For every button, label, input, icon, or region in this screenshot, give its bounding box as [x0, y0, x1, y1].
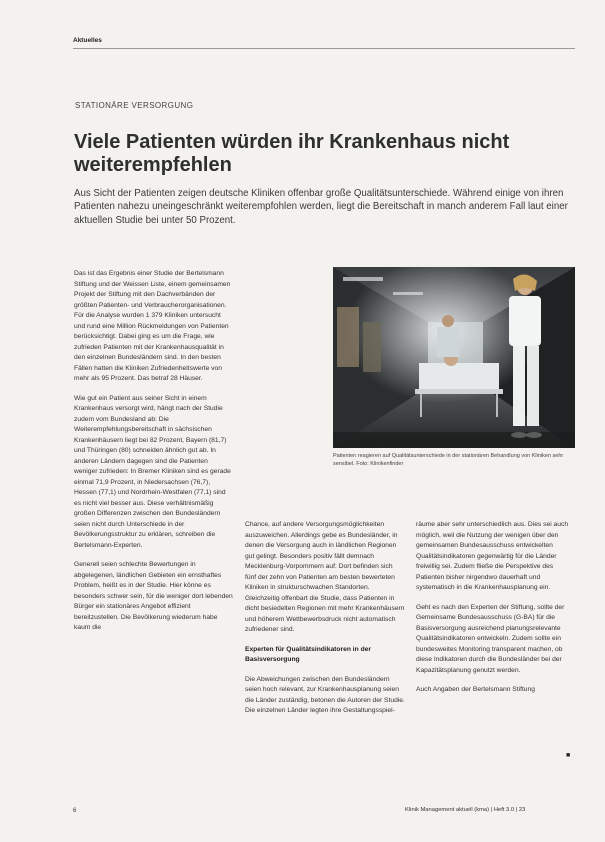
- paragraph: Geht es nach den Experten der Stiftung, sollte der Gemeinsame Bundesausschuss (G-BA) für die Basisversorgung ausreichend planungsrelevante Qualitätsindikatoren entwickeln. Zudem sollte ein bundesweites Monitoring transparent machen, ob diese Indikatoren durch die Bundesländer bei der Kapazitätsplanung genutzt werden.: [416, 603, 565, 674]
- paragraph: Die Abweichungen zwischen den Bundesländern seien hoch relevant, zur Krankenhausplanung seien die Länder zuständig, betonen die Autoren der Studie. Die einzelnen Länder legten ihre Gestaltungsspiel-: [245, 675, 405, 714]
- text-column-3: [416, 520, 578, 705]
- publication-footer: Klinik Management aktuell (kma) | Heft 3.0 | 23: [405, 807, 526, 813]
- header-rule: [73, 48, 575, 49]
- paragraph: Generell seien schlechte Bewertungen in abgelegenen, ländlichen Gebieten ein ernsthaftes Problem, heißt es in der Studie. Hier könne es besonders schwer sein, für die weniger dort lebenden Bürger ein stationäres Angebot effizient bereitzustellen. Die Bevölkerung wiederum habe kaum die: [74, 561, 233, 631]
- paragraph: Chance, auf andere Versorgungsmöglichkeiten auszuweichen. Allerdings gebe es Bundesländer, in denen die Versorgung auch in ländlichen Regionen gut gelingt. Besonders positiv fällt demnach Mecklenburg-Vorpommern auf: Dort befinden sich fünf der zehn von Patienten am besten bewerteten Kliniken in strukturschwachen Standorten. Gleichzeitig offenbart die Studie, dass Patienten in dicht besiedelten Regionen mit mehr Krankenhäusern und höherem Wettbewerbsdruck nicht automatisch zufriedener sind.: [245, 521, 405, 633]
- text-column-2: [245, 520, 405, 726]
- article-headline: Viele Patienten würden ihr Krankenhaus nicht weiterempfehlen: [74, 131, 510, 176]
- end-marker: ■: [566, 752, 571, 759]
- paragraph: Wie gut ein Patient aus seiner Sicht in einem Krankenhaus versorgt wird, hängt nach der Studie zudem vom Bundesland ab: Die Weiterempfehlungsbereitschaft in sächsischen Krankenhäusern liegt bei 82 Prozent, Bayern (81,7) und Thüringen (80) schneiden ähnlich gut ab. In anderen Ländern dagegen sind die Patienten weniger zufrieden: In Bremer Kliniken sind es gerade einmal 71,9 Prozent, in Niedersachsen (76,7), Hessen (77,1) und Nordrhein-Westfalen (77,1) sind es nicht viel besser aus. Diese verhältnismäßig großen Differenzen zwischen den Bundesländern seien nicht durch Unterschiede in der Bevölkerungsstruktur zu erklären, schreiben die Bertelsmann-Experten.: [74, 394, 231, 549]
- paragraph: räume aber sehr unterschiedlich aus. Dies sei auch möglich, weil die Nutzung der wenigen über den gemeinsamen Bundesausschuss entwickelten Qualitätsindikatoren gegenwärtig für die Länder freiwillig sei. Zudem fließe die Perspektive des Patienten bisher nirgendwo dauerhaft und systematisch in die Krankenhausplanung ein.: [416, 521, 569, 591]
- page-number: 6: [73, 808, 77, 814]
- section-subheading: Experten für Qualitätsindikatoren in der Basisversorgung: [245, 645, 371, 663]
- text-column-1: [74, 269, 233, 643]
- section-label: Aktuelles: [73, 37, 102, 44]
- article-kicker: STATIONÄRE VERSORGUNG: [75, 101, 194, 110]
- photo-caption: Patienten reagieren auf Qualitätsunterschiede in der stationären Behandlung von Kliniken sehr sensibel. Foto: Klinikenfinder: [333, 453, 564, 467]
- paragraph: Das ist das Ergebnis einer Studie der Bertelsmann Stiftung und der Weissen Liste, einem gemeinsamen Projekt der Stiftung mit den Dachverbänden der größten Patienten- und Verbraucherorganisationen. Für die Analyse wurden 1 379 Kliniken untersucht und rund eine Million Rückmeldungen von Patienten berücksichtigt. Dabei ging es um die Frage, wie zufrieden Patienten mit der Krankenhausqualität in den einzelnen Bundesländern sind. In den besten Fällen hatten die Kliniken Zufriedenheitswerte von mehr als 95 Prozent. Das betraf 28 Häuser.: [74, 270, 231, 382]
- hospital-corridor-photo: [333, 267, 575, 448]
- paragraph: Auch Angaben der Bertelsmann Stiftung: [416, 686, 535, 693]
- article-lead: Aus Sicht der Patienten zeigen deutsche Kliniken offenbar große Qualitätsunterschiede. Während einige von ihren Patienten nahezu uneingeschränkt weiterempfohlen werden, liegt die Bereitschaft in manch anderem Fall laut einer aktuellen Studie bei unter 50 Prozent.: [74, 188, 568, 226]
